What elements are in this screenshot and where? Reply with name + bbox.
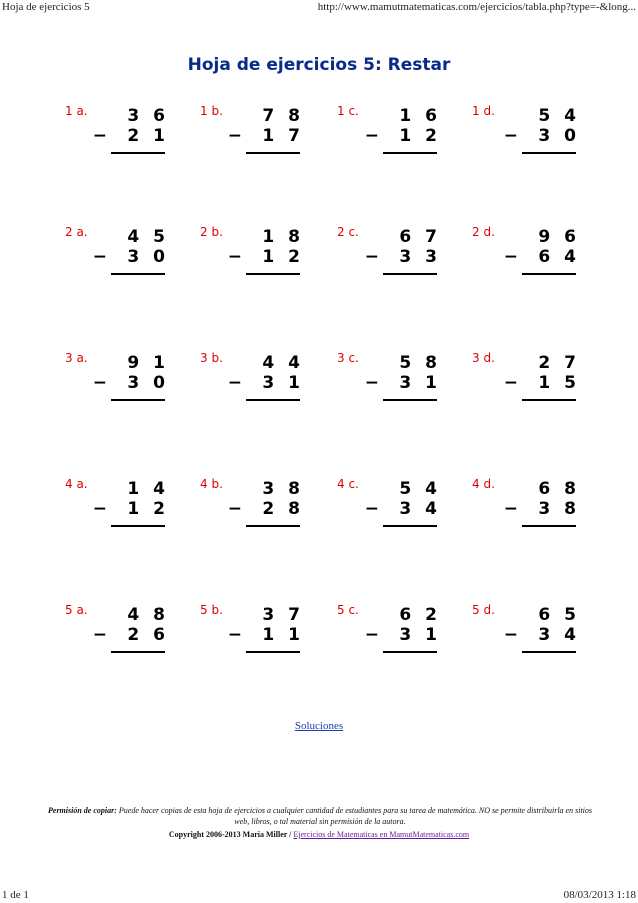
answer-line bbox=[383, 399, 437, 401]
answer-line bbox=[383, 152, 437, 154]
answer-line bbox=[111, 273, 165, 275]
problem-5d bbox=[472, 599, 580, 669]
subtrahend: 3 0 bbox=[127, 373, 169, 393]
minus-sign: − bbox=[227, 499, 242, 519]
answer-line bbox=[522, 399, 576, 401]
minuend: 3 7 bbox=[262, 605, 304, 625]
copyright-notice bbox=[0, 829, 638, 840]
subtrahend: 3 0 bbox=[538, 126, 580, 146]
answer-line bbox=[246, 152, 300, 154]
problem-4d bbox=[472, 473, 580, 543]
subtrahend: 1 2 bbox=[399, 126, 441, 146]
subtrahend: 3 4 bbox=[538, 625, 580, 645]
minuend: 1 4 bbox=[127, 479, 169, 499]
subtrahend: 3 3 bbox=[399, 247, 441, 267]
problem-1a bbox=[65, 100, 169, 170]
problem-4b bbox=[200, 473, 304, 543]
problem-5a bbox=[65, 599, 169, 669]
answer-line bbox=[522, 273, 576, 275]
problem-5c bbox=[337, 599, 441, 669]
problem-label: 5 c. bbox=[337, 603, 359, 617]
minus-sign: − bbox=[92, 126, 107, 146]
problem-label: 1 c. bbox=[337, 104, 359, 118]
problem-label: 4 c. bbox=[337, 477, 359, 491]
minuend: 1 8 bbox=[262, 227, 304, 247]
problem-3a bbox=[65, 347, 169, 417]
minus-sign: − bbox=[92, 247, 107, 267]
minuend: 6 5 bbox=[538, 605, 580, 625]
minus-sign: − bbox=[364, 373, 379, 393]
problem-label: 2 a. bbox=[65, 225, 88, 239]
copyright-link[interactable]: Ejercicios de Matematicas en MamutMatematicas.com bbox=[293, 830, 470, 839]
minus-sign: − bbox=[503, 499, 518, 519]
minuend: 6 8 bbox=[538, 479, 580, 499]
copyright-text: Copyright 2006-2013 Maria Miller / bbox=[168, 830, 292, 839]
print-timestamp: 08/03/2013 1:18 bbox=[563, 889, 636, 901]
page-indicator: 1 de 1 bbox=[2, 889, 29, 901]
subtrahend: 1 2 bbox=[262, 247, 304, 267]
minuend: 9 6 bbox=[538, 227, 580, 247]
subtrahend: 3 1 bbox=[262, 373, 304, 393]
problem-label: 1 d. bbox=[472, 104, 495, 118]
problem-label: 1 b. bbox=[200, 104, 223, 118]
answer-line bbox=[522, 525, 576, 527]
problem-label: 3 b. bbox=[200, 351, 223, 365]
problem-label: 2 d. bbox=[472, 225, 495, 239]
problem-4c bbox=[337, 473, 441, 543]
minus-sign: − bbox=[503, 625, 518, 645]
minuend: 5 8 bbox=[399, 353, 441, 373]
problem-3b bbox=[200, 347, 304, 417]
answer-line bbox=[246, 525, 300, 527]
subtrahend: 2 8 bbox=[262, 499, 304, 519]
permission-notice bbox=[40, 805, 600, 827]
problem-2a bbox=[65, 221, 169, 291]
minuend: 3 8 bbox=[262, 479, 304, 499]
minuend: 6 2 bbox=[399, 605, 441, 625]
problem-label: 3 a. bbox=[65, 351, 88, 365]
subtrahend: 1 2 bbox=[127, 499, 169, 519]
problem-label: 4 d. bbox=[472, 477, 495, 491]
problem-label: 5 b. bbox=[200, 603, 223, 617]
minus-sign: − bbox=[92, 373, 107, 393]
problem-4a bbox=[65, 473, 169, 543]
problem-label: 4 b. bbox=[200, 477, 223, 491]
minus-sign: − bbox=[364, 126, 379, 146]
minus-sign: − bbox=[227, 373, 242, 393]
subtrahend: 6 4 bbox=[538, 247, 580, 267]
problem-label: 1 a. bbox=[65, 104, 88, 118]
minus-sign: − bbox=[364, 247, 379, 267]
minus-sign: − bbox=[364, 625, 379, 645]
subtrahend: 3 8 bbox=[538, 499, 580, 519]
minuend: 4 5 bbox=[127, 227, 169, 247]
minus-sign: − bbox=[364, 499, 379, 519]
answer-line bbox=[246, 273, 300, 275]
browser-page-title: Hoja de ejercicios 5 bbox=[2, 1, 90, 13]
minuend: 9 1 bbox=[127, 353, 169, 373]
minus-sign: − bbox=[227, 625, 242, 645]
problem-label: 3 d. bbox=[472, 351, 495, 365]
minuend: 3 6 bbox=[127, 106, 169, 126]
problem-label: 5 d. bbox=[472, 603, 495, 617]
answer-line bbox=[246, 651, 300, 653]
minus-sign: − bbox=[503, 247, 518, 267]
minus-sign: − bbox=[503, 126, 518, 146]
answer-line bbox=[111, 525, 165, 527]
minus-sign: − bbox=[227, 247, 242, 267]
minuend: 5 4 bbox=[538, 106, 580, 126]
permission-text: Puede hacer copias de esta hoja de ejercicios a cualquier cantidad de estudiantes para su tarea de matemática. NO se permite distribuirla en sitios web, libros, o tal material sin permisión de la autora. bbox=[118, 806, 592, 826]
minuend: 4 8 bbox=[127, 605, 169, 625]
answer-line bbox=[383, 525, 437, 527]
minus-sign: − bbox=[92, 499, 107, 519]
problem-1c bbox=[337, 100, 441, 170]
problem-label: 2 c. bbox=[337, 225, 359, 239]
answer-line bbox=[383, 273, 437, 275]
problem-label: 3 c. bbox=[337, 351, 359, 365]
answer-line bbox=[111, 651, 165, 653]
minuend: 1 6 bbox=[399, 106, 441, 126]
answer-line bbox=[111, 152, 165, 154]
answer-line bbox=[522, 152, 576, 154]
problem-label: 5 a. bbox=[65, 603, 88, 617]
solutions-link[interactable]: Soluciones bbox=[294, 720, 344, 732]
problem-label: 2 b. bbox=[200, 225, 223, 239]
page-title: Hoja de ejercicios 5: Restar bbox=[187, 55, 451, 75]
problem-2c bbox=[337, 221, 441, 291]
minuend: 6 7 bbox=[399, 227, 441, 247]
subtrahend: 1 7 bbox=[262, 126, 304, 146]
minuend: 5 4 bbox=[399, 479, 441, 499]
subtrahend: 2 6 bbox=[127, 625, 169, 645]
problem-2b bbox=[200, 221, 304, 291]
answer-line bbox=[383, 651, 437, 653]
problem-5b bbox=[200, 599, 304, 669]
subtrahend: 2 1 bbox=[127, 126, 169, 146]
answer-line bbox=[111, 399, 165, 401]
subtrahend: 3 1 bbox=[399, 373, 441, 393]
permission-label: Permisión de copiar: bbox=[48, 806, 117, 815]
minuend: 7 8 bbox=[262, 106, 304, 126]
answer-line bbox=[522, 651, 576, 653]
problem-1b bbox=[200, 100, 304, 170]
minus-sign: − bbox=[92, 625, 107, 645]
minus-sign: − bbox=[503, 373, 518, 393]
problem-3d bbox=[472, 347, 580, 417]
problem-3c bbox=[337, 347, 441, 417]
problem-label: 4 a. bbox=[65, 477, 88, 491]
browser-url: http://www.mamutmatematicas.com/ejercicios/tabla.php?type=-&long... bbox=[317, 1, 636, 13]
problem-2d bbox=[472, 221, 580, 291]
answer-line bbox=[246, 399, 300, 401]
minus-sign: − bbox=[227, 126, 242, 146]
subtrahend: 1 1 bbox=[262, 625, 304, 645]
minuend: 4 4 bbox=[262, 353, 304, 373]
subtrahend: 3 1 bbox=[399, 625, 441, 645]
problem-1d bbox=[472, 100, 580, 170]
minuend: 2 7 bbox=[538, 353, 580, 373]
subtrahend: 3 0 bbox=[127, 247, 169, 267]
subtrahend: 1 5 bbox=[538, 373, 580, 393]
subtrahend: 3 4 bbox=[399, 499, 441, 519]
